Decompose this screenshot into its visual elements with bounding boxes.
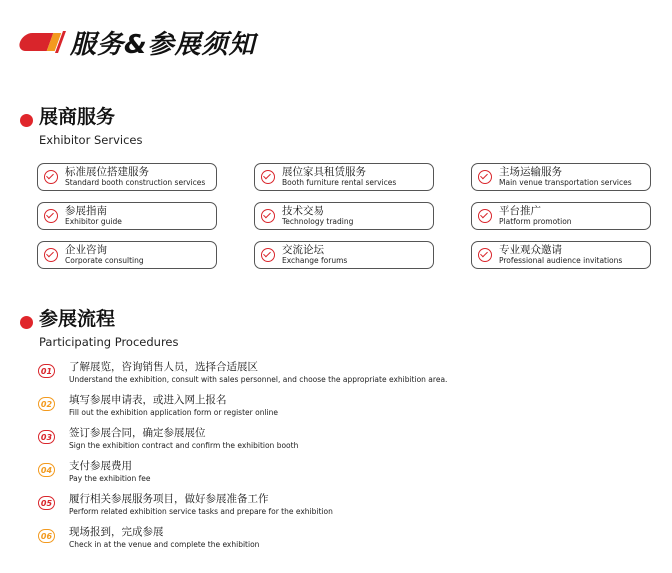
step-label-zh: 现场报到，完成参展 — [69, 526, 164, 538]
service-label-zh: 交流论坛 — [282, 244, 324, 256]
step-label-en: Understand the exhibition, consult with sales personnel, and choose the appropriate exhibition area. — [69, 375, 448, 384]
service-label-en: Exchange forums — [282, 256, 348, 265]
step-number-badge: 06 — [38, 529, 55, 543]
step-label-en: Check in at the venue and complete the exhibition — [69, 540, 260, 549]
service-card — [37, 241, 217, 269]
service-label-zh: 标准展位搭建服务 — [65, 166, 149, 178]
service-label-zh: 展位家具租赁服务 — [282, 166, 366, 178]
service-label-zh: 平台推广 — [499, 205, 541, 217]
check-circle-icon — [261, 248, 275, 262]
section-title-zh: 参展流程 — [39, 308, 116, 330]
procedure-step — [38, 393, 278, 418]
step-label-en: Fill out the exhibition application form or register online — [69, 408, 278, 417]
step-label-zh: 了解展览，咨询销售人员，选择合适展区 — [69, 361, 258, 373]
step-number-badge: 05 — [38, 496, 55, 510]
service-label-en: Main venue transportation services — [499, 178, 632, 187]
check-circle-icon — [478, 248, 492, 262]
procedure-step — [38, 426, 298, 451]
service-label-zh: 专业观众邀请 — [499, 244, 562, 256]
step-label-zh: 填写参展申请表，或进入网上报名 — [69, 394, 227, 406]
step-label-zh: 支付参展费用 — [69, 460, 132, 472]
service-card — [471, 163, 651, 191]
step-number-badge: 02 — [38, 397, 55, 411]
exhibitor-services-heading — [20, 104, 142, 147]
service-label-zh: 主场运输服务 — [499, 166, 562, 178]
check-circle-icon — [478, 209, 492, 223]
service-label-zh: 企业咨询 — [65, 244, 107, 256]
service-card — [254, 202, 434, 230]
service-label-en: Exhibitor guide — [65, 217, 122, 226]
section-dot-icon — [20, 114, 33, 127]
step-label-en: Sign the exhibition contract and confirm the exhibition booth — [69, 441, 299, 450]
service-card — [37, 163, 217, 191]
service-label-en: Professional audience invitations — [499, 256, 623, 265]
check-circle-icon — [44, 170, 58, 184]
section-title-en: Participating Procedures — [39, 335, 179, 349]
procedure-step — [38, 525, 259, 550]
section-title-en: Exhibitor Services — [39, 133, 143, 147]
step-number-badge: 04 — [38, 463, 55, 477]
header-logo-mark — [20, 27, 64, 57]
service-label-zh: 参展指南 — [65, 205, 107, 217]
service-card — [37, 202, 217, 230]
page-title: 服务&参展须知 — [70, 29, 256, 60]
service-card — [471, 202, 651, 230]
procedure-step — [38, 360, 447, 385]
service-label-zh: 技术交易 — [282, 205, 324, 217]
step-number-badge: 01 — [38, 364, 55, 378]
procedures-heading — [20, 306, 178, 349]
section-title-zh: 展商服务 — [39, 106, 116, 128]
check-circle-icon — [261, 170, 275, 184]
step-label-zh: 履行相关参展服务项目，做好参展准备工作 — [69, 493, 269, 505]
service-card — [471, 241, 651, 269]
check-circle-icon — [44, 209, 58, 223]
service-label-en: Corporate consulting — [65, 256, 144, 265]
step-label-zh: 签订参展合同，确定参展展位 — [69, 427, 206, 439]
step-label-en: Perform related exhibition service tasks and prepare for the exhibition — [69, 507, 333, 516]
step-number-badge: 03 — [38, 430, 55, 444]
service-card — [254, 163, 434, 191]
check-circle-icon — [478, 170, 492, 184]
service-label-en: Technology trading — [282, 217, 354, 226]
service-label-en: Booth furniture rental services — [282, 178, 397, 187]
service-label-en: Platform promotion — [499, 217, 572, 226]
procedure-step — [38, 459, 151, 484]
section-dot-icon — [20, 316, 33, 329]
check-circle-icon — [261, 209, 275, 223]
check-circle-icon — [44, 248, 58, 262]
procedure-step — [38, 492, 333, 517]
step-label-en: Pay the exhibition fee — [69, 474, 151, 483]
service-label-en: Standard booth construction services — [65, 178, 206, 187]
page-header — [20, 24, 256, 60]
service-card — [254, 241, 434, 269]
